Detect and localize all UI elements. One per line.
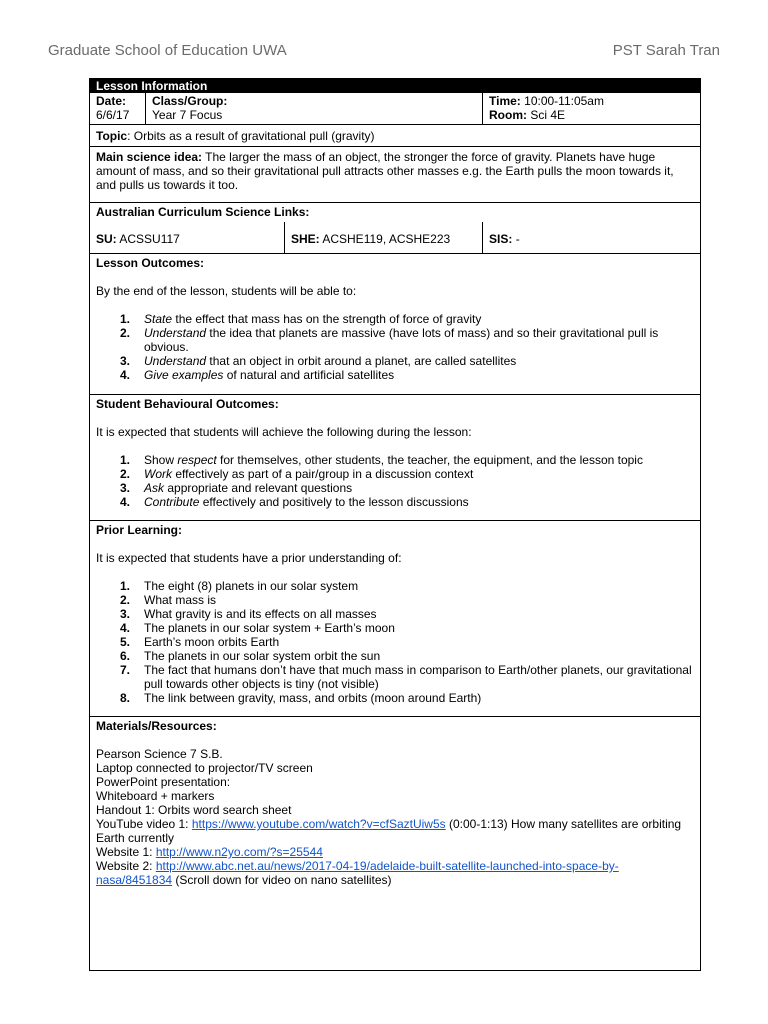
header-school: Graduate School of Education UWA xyxy=(48,42,287,59)
main-idea-row xyxy=(90,146,700,202)
lesson-information-bar: Lesson Information xyxy=(90,79,700,93)
behaviour-heading: Student Behavioural Outcomes: xyxy=(96,397,279,411)
list-item: 4. Give examples of natural and artificial satellites xyxy=(120,368,395,382)
topic-row xyxy=(90,124,700,146)
materials-section xyxy=(90,716,700,887)
su-label: SU: xyxy=(96,232,117,246)
material-line: PowerPoint presentation: xyxy=(96,775,231,789)
list-item: 1. Show respect for themselves, other students, the teacher, the equipment, and the lesson topic xyxy=(120,453,643,467)
she-label: SHE: xyxy=(291,232,320,246)
prior-list xyxy=(96,579,694,705)
class-label: Class/Group: xyxy=(152,94,228,108)
behaviour-intro: It is expected that students will achieve the following during the lesson: xyxy=(96,425,472,439)
date-label: Date: xyxy=(96,94,127,108)
lesson-outcomes-section xyxy=(90,253,700,394)
main-idea-label: Main science idea: xyxy=(96,150,203,164)
lesson-plan-table xyxy=(89,78,701,971)
list-item: 6. The planets in our solar system orbit the sun xyxy=(120,649,381,663)
page-header xyxy=(48,42,720,64)
list-item: 3. What gravity is and its effects on all masses xyxy=(120,607,377,621)
prior-learning-section xyxy=(90,520,700,716)
list-item: 1. State the effect that mass has on the strength of force of gravity xyxy=(120,312,482,326)
material-line: Whiteboard + markers xyxy=(96,789,215,803)
list-item: 4. Contribute effectively and positively to the lesson discussions xyxy=(120,495,469,509)
behaviour-list xyxy=(96,453,694,509)
list-item: 3. Understand that an object in orbit around a planet, are called satellites xyxy=(120,354,517,368)
time-room-cell xyxy=(483,93,700,124)
class-cell xyxy=(146,93,483,124)
list-item: 1. The eight (8) planets in our solar system xyxy=(120,579,359,593)
list-item: 2. What mass is xyxy=(120,593,217,607)
materials-heading: Materials/Resources: xyxy=(96,719,217,733)
list-item: 5. Earth’s moon orbits Earth xyxy=(120,635,280,649)
header-author: PST Sarah Tran xyxy=(612,42,720,59)
list-item: 2. Understand the idea that planets are massive (have lots of mass) and so their gravitational pull is obvious. xyxy=(120,326,659,354)
material-line: Handout 1: Orbits word search sheet xyxy=(96,803,292,817)
outcomes-list xyxy=(96,312,694,382)
she-cell xyxy=(285,222,483,253)
su-cell xyxy=(90,222,285,253)
outcomes-intro: By the end of the lesson, students will be able to: xyxy=(96,284,357,298)
prior-heading: Prior Learning: xyxy=(96,523,183,537)
time-label: Time: xyxy=(489,94,521,108)
sis-value: - xyxy=(515,232,520,246)
she-value: ACSHE119, ACSHE223 xyxy=(322,232,451,246)
lesson-info-row xyxy=(90,93,700,124)
website1-line: Website 1: http://www.n2yo.com/?s=25544 xyxy=(96,845,323,859)
sis-cell xyxy=(483,222,700,253)
main-idea-text: The larger the mass of an object, the stronger the force of gravity. Planets have huge amount of mass, and so their gravitational pull attracts other masses e.g. the Earth pulls the moon towards it, and pulls us towards it too. xyxy=(96,150,674,192)
list-item: 4. The planets in our solar system + Earth’s moon xyxy=(120,621,395,635)
curriculum-links-row xyxy=(90,222,700,253)
class-value: Year 7 Focus xyxy=(152,108,223,122)
list-item: 3. Ask appropriate and relevant questions xyxy=(120,481,353,495)
website2-line: Website 2: http://www.abc.net.au/news/2017-04-19/adelaide-built-satellite-launched-into-space-by-nasa/8451834 (Scroll down for video on nano satellites) xyxy=(96,859,619,887)
time-value: 10:00-11:05am xyxy=(524,94,604,108)
room-label: Room: xyxy=(489,108,527,122)
room-value: Sci 4E xyxy=(530,108,566,122)
list-item: 8. The link between gravity, mass, and orbits (moon around Earth) xyxy=(120,691,482,705)
material-line: Pearson Science 7 S.B. xyxy=(96,747,223,761)
website1-link[interactable]: http://www.n2yo.com/?s=25544 xyxy=(155,845,323,859)
curriculum-heading-row xyxy=(90,202,700,222)
su-value: ACSSU117 xyxy=(119,232,180,246)
date-value: 6/6/17 xyxy=(96,108,130,122)
topic-label: Topic xyxy=(96,129,128,143)
outcomes-heading: Lesson Outcomes: xyxy=(96,256,205,270)
list-item: 7. The fact that humans don’t have that much mass in comparison to Earth/other planets, our gravitational pull towards other objects is tiny (not visible) xyxy=(120,663,692,691)
curriculum-heading: Australian Curriculum Science Links: xyxy=(96,205,310,219)
prior-intro: It is expected that students have a prior understanding of: xyxy=(96,551,402,565)
youtube-line: YouTube video 1: https://www.youtube.com/watch?v=cfSaztUiw5s (0:00-1:13) How many satellites are orbiting Earth currently xyxy=(96,817,682,845)
website2-link[interactable]: http://www.abc.net.au/news/2017-04-19/adelaide-built-satellite-launched-into-space-by-nasa/8451834 xyxy=(96,859,619,887)
sis-label: SIS: xyxy=(489,232,513,246)
list-item: 2. Work effectively as part of a pair/group in a discussion context xyxy=(120,467,474,481)
behavioural-outcomes-section xyxy=(90,394,700,520)
youtube-link[interactable]: https://www.youtube.com/watch?v=cfSaztUiw5s xyxy=(191,817,446,831)
date-cell xyxy=(90,93,146,124)
material-line: Laptop connected to projector/TV screen xyxy=(96,761,313,775)
topic-value: : Orbits as a result of gravitational pull (gravity) xyxy=(127,129,375,143)
